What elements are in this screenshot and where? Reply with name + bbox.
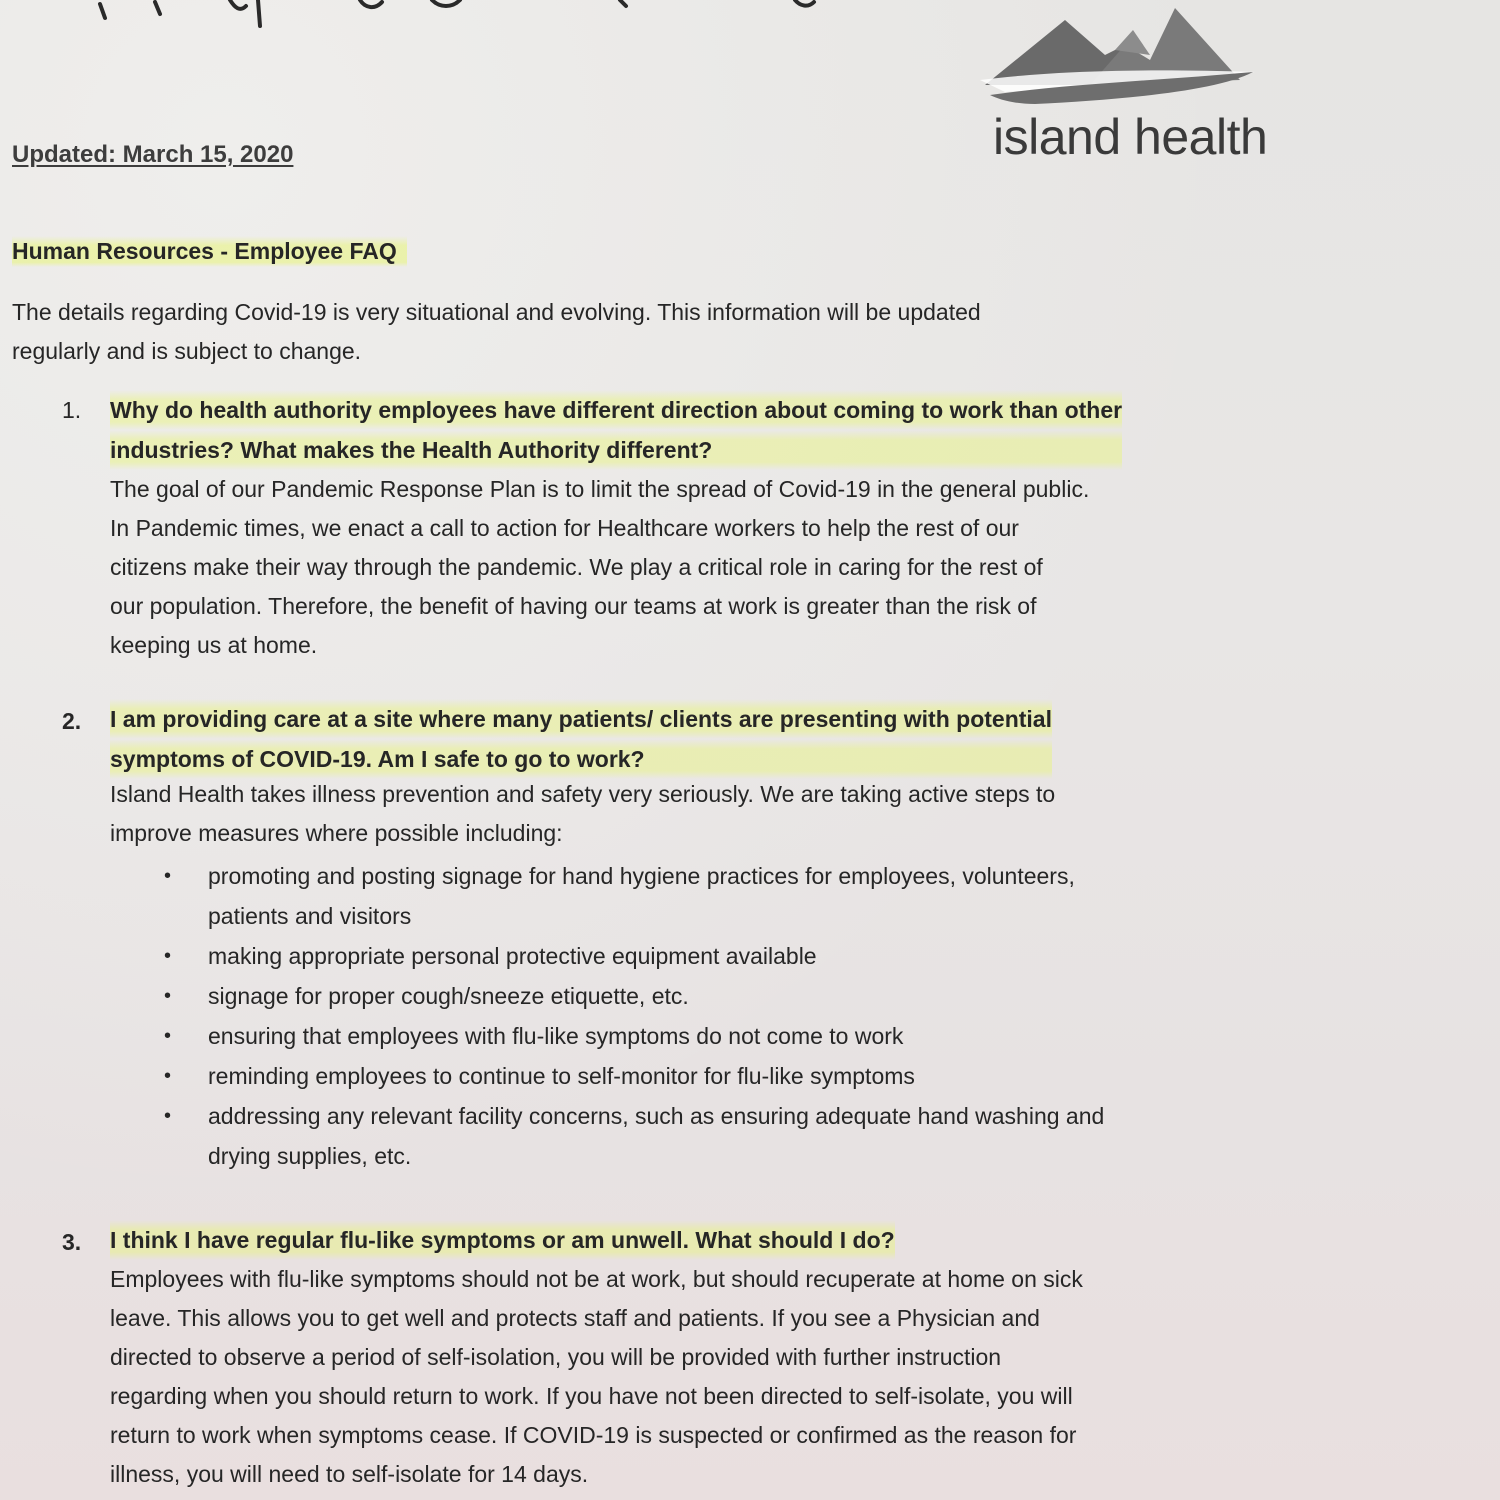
answer-line: The goal of our Pandemic Response Plan is to limit the spread of Covid-19 in the general public. [110,476,1090,502]
answer-line: return to work when symptoms cease. If COVID-19 is suspected or confirmed as the reason for [110,1422,1077,1448]
list-item-line: signage for proper cough/sneeze etiquette, etc. [208,983,689,1009]
list-item-line: drying supplies, etc. [208,1143,412,1169]
list-item-line: promoting and posting signage for hand hygiene practices for employees, volunteers, [208,863,1075,889]
list-item [160,936,1104,976]
question-line: Why do health authority employees have different direction about coming to work than other [110,390,1122,430]
intro-paragraph [12,293,1212,371]
measures-list [160,856,1104,1176]
list-item-line: ensuring that employees with flu-like symptoms do not come to work [208,1023,904,1049]
bullet-icon: • [164,1105,172,1127]
bullet-icon: • [164,1025,172,1047]
updated-date: Updated: March 15, 2020 [12,141,294,168]
answer-line: regarding when you should return to work. If you have not been directed to self-isolate, you will [110,1383,1073,1409]
faq-answer [110,470,1089,665]
faq-question [110,390,1122,470]
list-item-line: reminding employees to continue to self-monitor for flu-like symptoms [208,1063,915,1089]
list-item-line: addressing any relevant facility concerns, such as ensuring adequate hand washing and [208,1103,1105,1129]
faq-answer [110,775,1055,853]
bullet-icon: • [164,985,172,1007]
answer-line: Employees with flu-like symptoms should not be at work, but should recuperate at home on sick [110,1266,1083,1292]
question-line: I think I have regular flu-like symptoms or am unwell. What should I do? [110,1220,895,1260]
answer-line: illness, you will need to self-isolate for 14 days. [110,1461,589,1487]
document-title: Human Resources - Employee FAQ [12,236,407,267]
answer-line: In Pandemic times, we enact a call to action for Healthcare workers to help the rest of our [110,515,1019,541]
answer-line: Island Health takes illness prevention and safety very seriously. We are taking active steps to [110,781,1056,807]
faq-number: 3. [62,1229,82,1255]
bullet-icon: • [164,865,172,887]
answer-line: keeping us at home. [110,632,318,658]
answer-line: citizens make their way through the pandemic. We play a critical role in caring for the rest of [110,554,1043,580]
list-item [160,1096,1104,1176]
answer-line: leave. This allows you to get well and protects staff and patients. If you see a Physician and [110,1305,1040,1331]
mountain-logo-icon [975,0,1265,110]
list-item [160,976,1104,1016]
list-item-line: patients and visitors [208,903,412,929]
list-item [160,1016,1104,1056]
question-line: I am providing care at a site where many patients/ clients are presenting with potential [110,699,1052,739]
answer-line: our population. Therefore, the benefit of having our teams at work is greater than the risk of [110,593,1037,619]
handwritten-scribble [60,0,960,40]
intro-line: The details regarding Covid-19 is very situational and evolving. This information will be updated [12,299,981,325]
island-health-logo [975,0,1268,175]
logo-wordmark: island health [993,109,1268,165]
question-line: symptoms of COVID-19. Am I safe to go to work? [110,739,1052,779]
faq-answer [110,1260,1083,1494]
faq-number: 2. [62,708,82,734]
answer-line: directed to observe a period of self-isolation, you will be provided with further instruction [110,1344,1002,1370]
faq-question [110,699,1052,779]
faq-question [110,1220,895,1260]
bullet-icon: • [164,1065,172,1087]
list-item [160,1056,1104,1096]
list-item [160,856,1104,936]
intro-line: regularly and is subject to change. [12,338,362,364]
faq-number: 1. [62,397,82,423]
question-line: industries? What makes the Health Authority different? [110,430,1122,470]
bullet-icon: • [164,945,172,967]
answer-line: improve measures where possible including: [110,820,563,846]
list-item-line: making appropriate personal protective equipment available [208,943,817,969]
